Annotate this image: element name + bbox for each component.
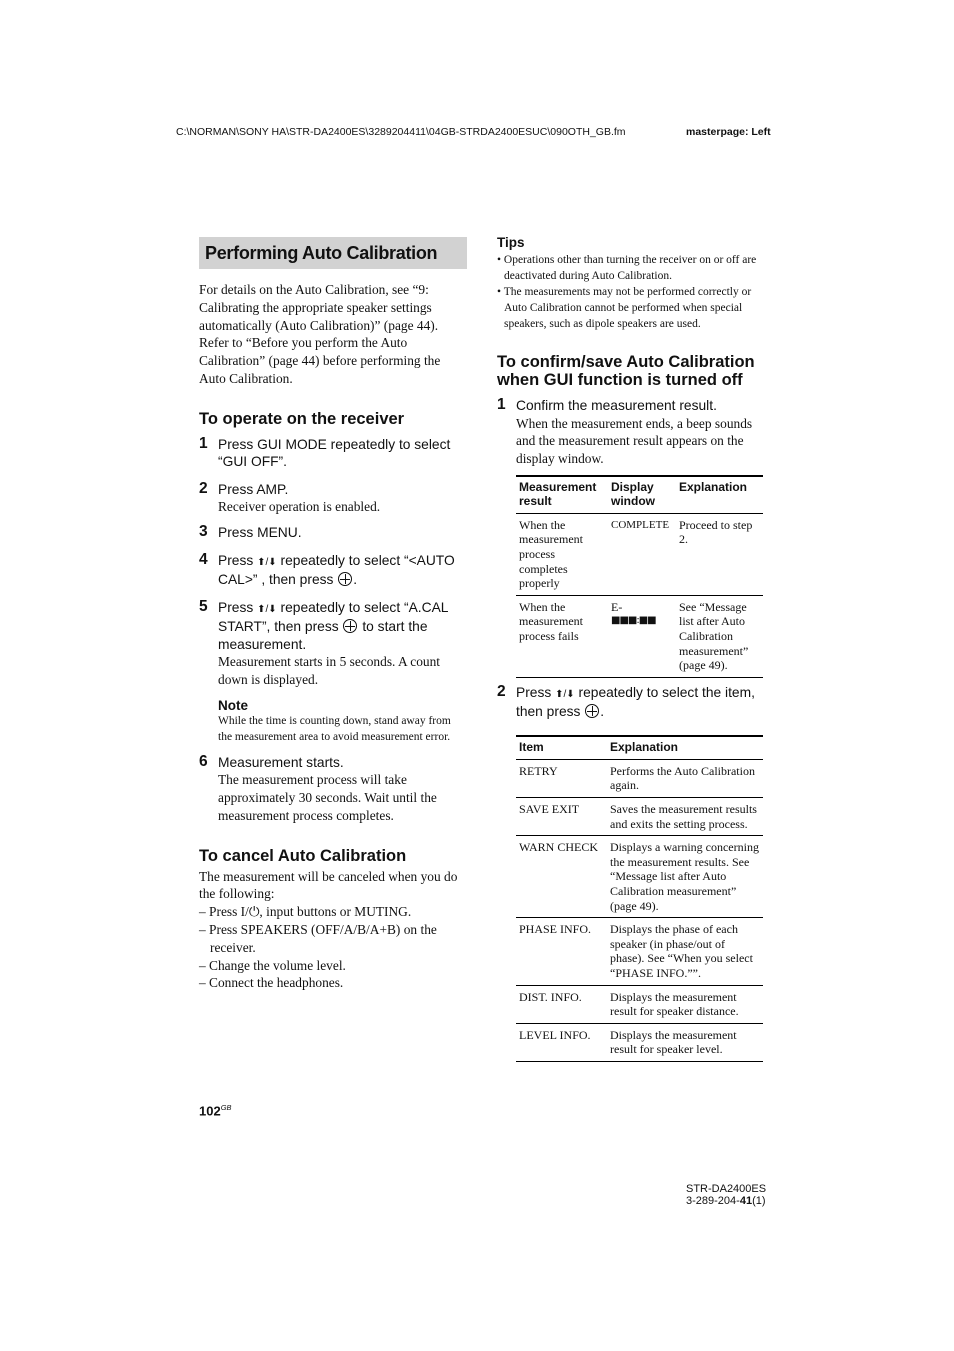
header-masterpage: masterpage: Left [686, 126, 771, 138]
table-row [516, 595, 763, 677]
step-2 [199, 481, 467, 516]
step-text [218, 552, 467, 589]
step-text: Press GUI MODE repeatedly to select “GUI OFF”. [218, 436, 451, 470]
up-down-arrow-icon: ⬆/⬇ [555, 688, 575, 700]
table-cell: SAVE EXIT [516, 798, 607, 836]
step-number: 4 [199, 550, 208, 568]
tips-heading: Tips [497, 235, 525, 250]
step-number: 6 [199, 752, 208, 770]
table-header: Display window [608, 476, 676, 514]
enter-button-icon [343, 619, 357, 633]
table-row [516, 985, 763, 1023]
tip-item: • The measurements may not be performed correctly or Auto Calibration cannot be performed when special speakers, such as dipole speakers are used. [497, 286, 752, 330]
step-number: 1 [199, 434, 208, 452]
table-cell: See “Message list after Auto Calibration measurement” (page 49). [679, 599, 749, 673]
cancel-intro: The measurement will be canceled when you do the following: [199, 868, 458, 902]
table-row [516, 918, 763, 985]
step-number: 1 [497, 396, 506, 413]
page-number [199, 1103, 232, 1118]
step-text-b: repeatedly to select “<AUTO CAL>” , then press [218, 552, 455, 588]
step-number: 3 [199, 523, 208, 541]
header-file-path: C:\NORMAN\SONY HA\STR-DA2400ES\3289204411\04GB-STRDA2400ESUC\090OTH_GB.fm [176, 126, 626, 138]
table-row [516, 1023, 763, 1061]
table-row [516, 798, 763, 836]
step-number: 5 [199, 597, 208, 615]
cancel-item: – Change the volume level. [199, 957, 346, 973]
step-text: Press AMP. [218, 481, 289, 497]
table-header: Explanation [676, 476, 763, 514]
table-header: Explanation [607, 736, 763, 760]
step-1 [199, 436, 467, 471]
note-heading: Note [218, 697, 248, 713]
table-cell: Proceed to step 2. [676, 513, 763, 595]
table-cell: COMPLETE [608, 513, 676, 595]
table-cell: LEVEL INFO. [519, 1027, 591, 1042]
step-text-a: Press [218, 599, 254, 615]
up-down-arrow-icon: ⬆/⬇ [257, 556, 277, 568]
confirm-step-2 [497, 684, 765, 721]
table-cell: Displays a warning concerning the measurement results. See “Message list after Auto Calibration measurement” (page 49). [607, 836, 763, 918]
step-text: Confirm the measurement result. [516, 398, 717, 413]
step-6 [199, 754, 467, 825]
table-cell: Performs the Auto Calibration again. [607, 759, 763, 797]
section-title: Performing Auto Calibration [199, 237, 467, 269]
table-cell: When the measurement process fails [519, 599, 583, 644]
note-text: While the time is counting down, stand away from the measurement area to avoid measurement error. [218, 714, 451, 743]
step-subtext: The measurement process will take approximately 30 seconds. Wait until the measurement process completes. [218, 772, 437, 823]
error-code-blocks: ■■■:■■ [611, 615, 656, 627]
model-code-a: 3-289-204- [686, 1195, 740, 1207]
step-4 [199, 552, 467, 589]
cancel-item: – Connect the headphones. [199, 975, 344, 991]
cancel-item: – Press I/⏻, input buttons or MUTING. [199, 904, 412, 920]
table-row [516, 759, 763, 797]
intro-paragraph: For details on the Auto Calibration, see “9: Calibrating the appropriate speaker settings automatically (Auto Calibration)” (page 44). Refer to “Before you perform the Auto Calibration” (page 44) before performing the Auto Calibration. [199, 282, 441, 386]
table-cell: Saves the measurement results and exits the setting process. [607, 798, 763, 836]
operate-heading: To operate on the receiver [199, 409, 405, 428]
step-text: Measurement starts. [218, 754, 344, 770]
model-info [686, 1183, 766, 1207]
model-code-b: 41 [739, 1195, 753, 1207]
step-text: Press MENU. [218, 525, 302, 541]
step-subtext: Measurement starts in 5 seconds. A count down is displayed. [218, 654, 441, 687]
table-cell: RETRY [516, 759, 607, 797]
step-text-a: Press [218, 552, 254, 568]
step-text [516, 684, 765, 721]
model-code-c: (1) [752, 1195, 766, 1207]
page-number-value: 102 [199, 1103, 221, 1119]
table-cell [608, 595, 676, 677]
step-number: 2 [497, 682, 506, 700]
step-text-c: . [600, 704, 605, 720]
step-subtext: When the measurement ends, a beep sounds and the measurement result appears on the display window. [516, 415, 753, 467]
table-header: Item [516, 736, 607, 760]
step-text-a: Press [516, 684, 552, 700]
model-name: STR-DA2400ES [686, 1183, 767, 1195]
table-cell: PHASE INFO. [516, 918, 607, 985]
table-cell: Displays the phase of each speaker (in phase/out of phase). See “When you select “PHASE INFO.””. [607, 918, 763, 985]
page-number-suffix: GB [220, 1103, 232, 1112]
confirm-step-1 [497, 397, 765, 468]
item-explanation-table [516, 735, 763, 1062]
step-subtext: Receiver operation is enabled. [218, 499, 381, 515]
step-5 [199, 599, 467, 745]
table-row [516, 836, 763, 918]
step-text-c: to start the measurement. [218, 619, 428, 652]
enter-button-icon [585, 704, 599, 718]
table-row [516, 513, 763, 595]
table-cell: When the measurement process completes properly [516, 513, 608, 595]
measurement-result-table [516, 475, 763, 678]
table-cell: Displays the measurement result for speaker distance. [607, 985, 763, 1023]
step-text [218, 599, 467, 654]
enter-button-icon [338, 572, 352, 586]
left-column [199, 237, 467, 992]
confirm-heading: To confirm/save Auto Calibration when GUI function is turned off [497, 353, 755, 389]
table-header: Measurement result [516, 476, 608, 514]
right-column [497, 235, 765, 1062]
tip-item: • Operations other than turning the receiver on or off are deactivated during Auto Calibration. [497, 254, 757, 282]
step-3 [199, 524, 467, 542]
step-text-c: . [353, 572, 358, 588]
step-number: 2 [199, 479, 208, 497]
table-cell: WARN CHECK [516, 836, 607, 918]
step-text-b: repeatedly to select the item, then press [516, 684, 755, 720]
model-code [686, 1195, 766, 1207]
step-text-b: repeatedly to select “A.CAL START”, then press [218, 599, 448, 635]
table-cell: Displays the measurement result for speaker level. [610, 1027, 737, 1057]
table-cell: DIST. INFO. [516, 985, 607, 1023]
up-down-arrow-icon: ⬆/⬇ [257, 603, 277, 615]
cancel-item: – Press SPEAKERS (OFF/A/B/A+B) on the receiver. [199, 921, 437, 955]
cancel-heading: To cancel Auto Calibration [199, 846, 407, 865]
error-prefix: E- [611, 599, 623, 614]
